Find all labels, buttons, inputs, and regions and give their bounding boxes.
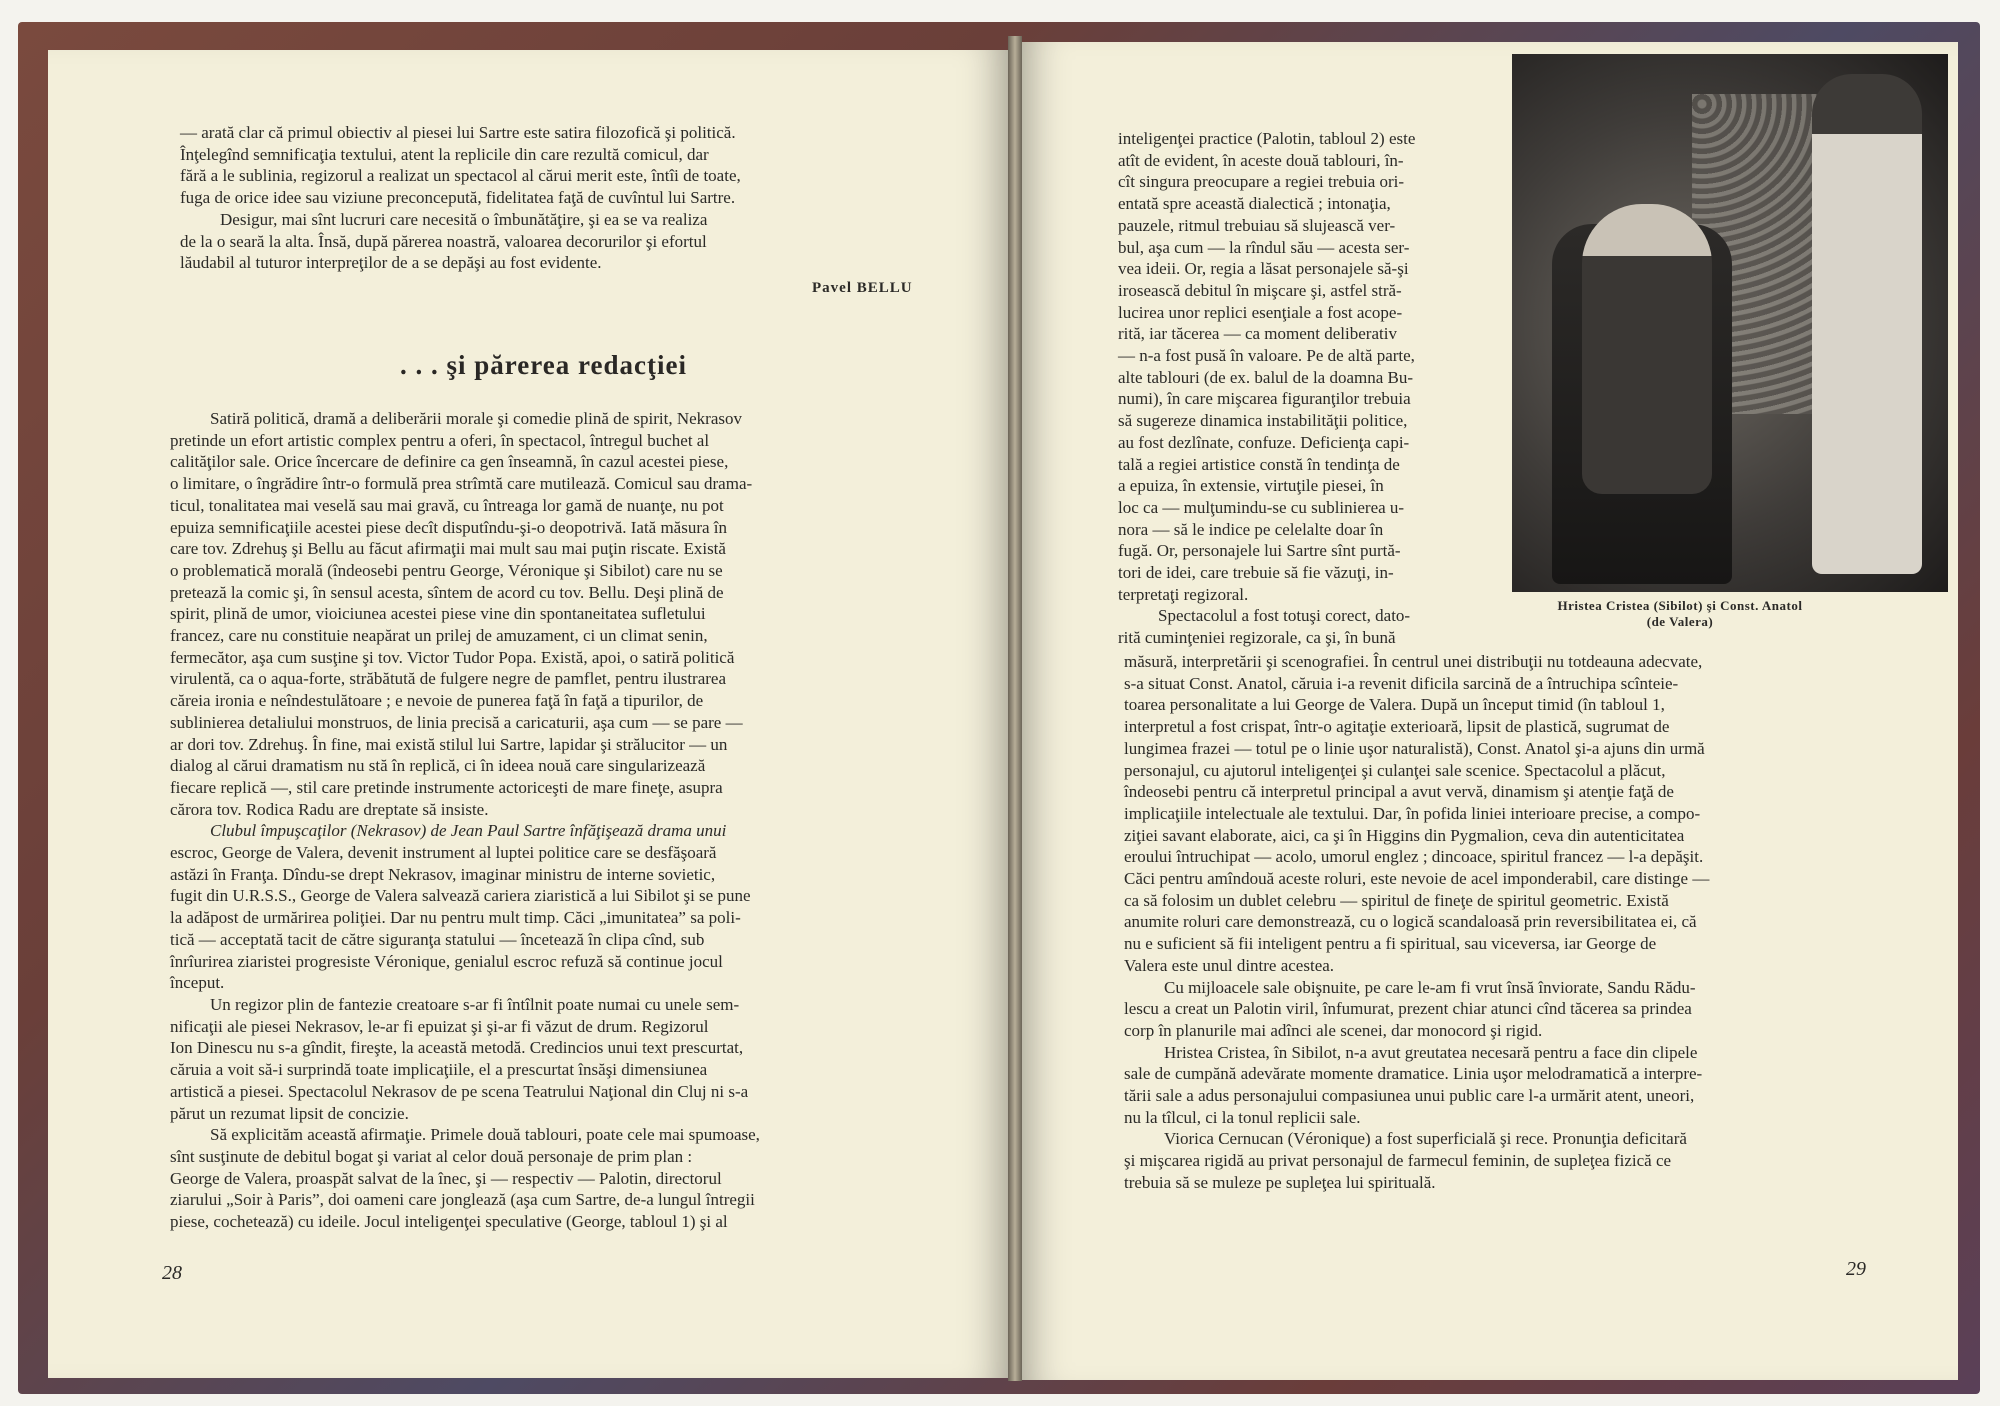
- text-line: fuga de orice idee sau viziune preconcepută, fidelitatea faţă de cuvîntul lui Sartre.: [180, 188, 736, 208]
- photo-standing-actor: [1812, 74, 1922, 574]
- text-line: fiecare replică —, stil care pretinde instrumente actoriceşti de mare fineţe, asupra: [170, 777, 723, 797]
- text-line: rită cuminţeniei regizorale, ca şi, în bună: [1118, 628, 1396, 648]
- text-line: Să explicităm această afirmaţie. Primele două tablouri, poate cele mai spumoase,: [210, 1125, 760, 1145]
- text-line: — n-a fost pusă în valoare. Pe de altă parte,: [1118, 346, 1415, 366]
- text-line: Spectacolul a fost totuşi corect, dato-: [1158, 606, 1411, 626]
- text-line: artistică a piesei. Spectacolul Nekrasov de pe scena Teatrului Naţional din Cluj ni s-a: [170, 1081, 749, 1101]
- text-line: pretinde un efort artistic complex pentru a oferi, în spectacol, întregul buchet al: [170, 430, 710, 450]
- text-line: îndeosebi pentru că interpretul principal a avut vervă, dinamism şi atenţie faţă de: [1124, 782, 1674, 802]
- text-line: Valera este unul dintre acestea.: [1124, 955, 1335, 975]
- text-line: inteligenţei practice (Palotin, tabloul 2) este: [1118, 129, 1416, 148]
- left-top-paragraph: [180, 122, 920, 274]
- text-line: vea ideii. Or, regia a lăsat personajele să-şi: [1118, 259, 1409, 279]
- text-line: Ion Dinescu nu s-a gîndit, fireşte, la această metodă. Credincios unui text prescurtat,: [170, 1038, 744, 1058]
- text-line: o limitare, o îngrădire într-o formulă prea strîmtă care mutilează. Comicul sau drama-: [170, 474, 753, 494]
- text-line: cît singura preocupare a regiei trebuia ori-: [1118, 172, 1405, 192]
- text-line: să sugereze dinamica instabilităţii politice,: [1118, 411, 1408, 431]
- text-line: lăudabil al tuturor interpreţilor de a se depăşi au fost evidente.: [180, 253, 602, 273]
- text-line: Căci pentru amîndouă aceste roluri, este nevoie de acel imponderabil, care distinge —: [1124, 869, 1710, 889]
- text-line: s-a situat Const. Anatol, căruia i-a revenit dificila sarcină de a întruchipa scînteie-: [1124, 673, 1679, 693]
- section-heading: . . . şi părerea redacţiei: [400, 350, 687, 380]
- text-line: implicaţiile intelectuale ale textului. Dar, în pofida liniei interioare precise, a compo-: [1124, 803, 1701, 823]
- text-line: loc ca — mulţumindu-se cu sublinierea u-: [1118, 497, 1405, 517]
- text-line: început.: [170, 973, 225, 993]
- text-line: dialog al cărui dramatism nu stă în replică, ci în ideea nouă care singularizează: [170, 756, 706, 776]
- text-line: pretează la comic şi, în sensul acesta, sîntem de acord cu tov. Bellu. Deşi plină de: [170, 582, 724, 602]
- caption-line: Hristea Cristea (Sibilot) şi Const. Anatol: [1557, 598, 1803, 613]
- text-line: lungimea frazei — totul pe o linie uşor naturalistă), Const. Anatol şi-a ajuns din urmă: [1124, 738, 1705, 758]
- text-line: o problematică morală (îndeosebi pentru George, Véronique şi Sibilot) care nu se: [170, 560, 723, 580]
- text-line: Cu mijloacele sale obişnuite, pe care le-am fi vrut însă înviorate, Sandu Rădu-: [1164, 977, 1696, 997]
- text-line: Înţelegînd semnificaţia textului, atent la replicile din care rezultă comicul, dar: [180, 144, 709, 164]
- photo-caption: [1520, 598, 1840, 630]
- text-line: nora — să le indice pe celelalte doar în: [1118, 519, 1384, 539]
- text-line: au fost dezlînate, confuze. Deficienţa capi-: [1118, 432, 1410, 452]
- text-line: părut un rezumat lipsit de concizie.: [170, 1103, 409, 1123]
- text-line: epuiza semnificaţiile acestei piese decît disputîndu-şi-o deopotrivă. Iată măsura în: [170, 517, 728, 537]
- text-line: înrîurirea ziaristei progresiste Véronique, genialul escroc refuză să continue jocul: [170, 951, 723, 971]
- text-line: fugă. Or, personajele lui Sartre sînt purtă-: [1118, 541, 1401, 561]
- text-line: nificaţii ale piesei Nekrasov, le-ar fi epuizat şi şi-ar fi văzut de drum. Regizorul: [170, 1016, 709, 1036]
- text-line: care tov. Zdrehuş şi Bellu au făcut afirmaţii mai mult sau mai puţin riscate. Există: [170, 539, 726, 559]
- text-line: bul, aşa cum — la rîndul său — acesta ser-: [1118, 237, 1410, 257]
- text-line: numi), în care mişcarea figuranţilor trebuia: [1118, 389, 1411, 409]
- text-line: calităţilor sale. Orice încercare de definire ca gen înseamnă, în cazul acestei piese,: [170, 452, 729, 472]
- text-line: căruia a voit să-i surprindă toate implicaţiile, el a prescurtat însăşi dimensiunea: [170, 1060, 708, 1080]
- caption-line: (de Valera): [1646, 614, 1714, 629]
- text-line: trebuia să se muleze pe supleţea lui spirituală.: [1124, 1172, 1436, 1192]
- text-line: sale de cumpănă adevărate momente dramatice. Linia uşor melodramatică a interpre-: [1124, 1064, 1703, 1084]
- text-line: atît de evident, în aceste două tablouri, în-: [1118, 150, 1404, 170]
- text-line: tori de idei, care trebuie să fie văzuţi, in-: [1118, 563, 1394, 583]
- text-line: Un regizor plin de fantezie creatoare s-ar fi întîlnit poate numai cu unele sem-: [210, 994, 740, 1014]
- text-line: Hristea Cristea, în Sibilot, n-a avut greutatea necesară pentru a face din clipele: [1164, 1042, 1698, 1062]
- text-line: ar dori tov. Zdrehuş. În fine, mai există stilul lui Sartre, lapidar şi strălucitor — un: [170, 734, 728, 754]
- production-photo: [1512, 54, 1948, 592]
- left-body: [170, 408, 912, 1233]
- text-line: alte tablouri (de ex. balul de la doamna Bu-: [1118, 367, 1414, 387]
- text-line: Satiră politică, dramă a deliberării morale şi comedie plină de spirit, Nekrasov: [210, 409, 743, 428]
- text-line: lescu a creat un Palotin viril, înfumurat, prezent chiar atunci cînd tăcerea sa prindea: [1124, 999, 1692, 1019]
- text-line: — arată clar că primul obiectiv al piesei lui Sartre este satira filozofică şi politică.: [180, 123, 736, 142]
- text-line: interpretul a fost crispat, într-o agitaţie exterioară, lipsit de plastică, sugrumat de: [1124, 717, 1670, 737]
- text-line: entată spre această dialectică ; intonaţia,: [1118, 194, 1391, 214]
- text-line: rită, iar tăcerea — ca moment deliberativ: [1118, 324, 1397, 344]
- text-line: fugit din U.R.S.S., George de Valera salvează cariera ziaristică a lui Sibilot şi se pune: [170, 886, 751, 906]
- text-line: la adăpost de urmărirea poliţiei. Dar nu pentru mult timp. Căci „imunitatea” sa poli-: [170, 908, 741, 928]
- text-line: escroc, George de Valera, devenit instrument al luptei politice care se desfăşoară: [170, 843, 717, 863]
- text-line: şi mişcarea rigidă au privat personajul de farmecul feminin, de supleţea fizică ce: [1124, 1151, 1672, 1171]
- text-line: Desigur, mai sînt lucruri care necesită o îmbunătăţire, şi ea se va realiza: [220, 209, 708, 229]
- text-line: virulentă, ca o aqua-forte, străbătută de fulgere negre de pamflet, pentru ilustrarea: [170, 669, 727, 689]
- text-line: anumite roluri care demonstrează, cu o logică scandaloasă prin reversibilitatea ei, că: [1124, 912, 1697, 932]
- text-line: lucirea unor replici esenţiale a fost acope-: [1118, 302, 1403, 322]
- text-line: francez, care nu constituie neapărat un prilej de amuzament, ci un climat senin,: [170, 626, 708, 646]
- page-number-left: 28: [162, 1262, 182, 1284]
- author-signature: Pavel BELLU: [812, 280, 913, 296]
- text-line: sublinierea detaliului monstruos, de linia precisă a caricaturii, aşa cum — se pare —: [170, 712, 743, 732]
- text-line: corp în planurile mai adînci ale scenei, dar monocord şi rigid.: [1124, 1020, 1543, 1040]
- text-line: personajul, cu ajutorul inteligenţei şi culanţei sale scenice. Spectacolul a plăcut,: [1124, 760, 1666, 780]
- text-line: pauzele, ritmul trebuiau să slujească ver-: [1118, 215, 1396, 235]
- text-line: ziarului „Soir à Paris”, doi oameni care jonglează (aşa cum Sartre, de-a lungul întregii: [170, 1190, 755, 1210]
- text-line: toarea personalitate a lui George de Valera. După un început timid (în tabloul 1,: [1124, 695, 1665, 715]
- right-full-text: [1124, 651, 1826, 1194]
- text-line: ticul, tonalitatea mai veselă sau mai gravă, cu întreaga lor gamă de nuanţe, nu pot: [170, 495, 724, 515]
- text-line: nu la tîlcul, ci la tonul replicii sale.: [1124, 1107, 1361, 1127]
- text-line: ziţiei savant elaborate, aici, ca şi în Higgins din Pygmalion, ceva din autenticitatea: [1124, 825, 1685, 845]
- text-line: a epuiza, în extensie, virtuţile piesei, în: [1118, 476, 1384, 496]
- text-line: fără a le sublinia, regizorul a realizat un spectacol al cărui merit este, întîi de toate,: [180, 166, 741, 186]
- book-gutter: [1008, 36, 1022, 1381]
- text-line: spirit, plină de umor, vioiciunea acestei piese vine din spontaneitatea sufletului: [170, 604, 706, 624]
- text-line: fermecător, aşa cum susţine şi tov. Victor Tudor Popa. Există, apoi, o satiră politică: [170, 647, 735, 667]
- text-line: cărora tov. Rodica Radu are dreptate să insiste.: [170, 799, 489, 819]
- text-line: căreia ironia e neîndestulătoare ; e nevoie de punerea faţă în faţă a tipurilor, de: [170, 691, 704, 711]
- text-line: tală a regiei artistice constă în tendinţa de: [1118, 454, 1400, 474]
- text-line: irosească debitul în mişcare şi, astfel stră-: [1118, 280, 1402, 300]
- text-line: tării sale a adus personajului compasiunea unui public care l-a urmărit atent, uneori,: [1124, 1086, 1695, 1106]
- text-line: terpretaţi regizoral.: [1118, 584, 1249, 604]
- text-line: Viorica Cernucan (Véronique) a fost superficială şi rece. Pronunţia deficitară: [1164, 1129, 1687, 1149]
- text-line: George de Valera, proaspăt salvat de la înec, şi — respectiv — Palotin, directorul: [170, 1168, 722, 1188]
- right-column-text: [1118, 128, 1486, 649]
- text-line: măsură, interpretării şi scenografiei. În centrul unei distribuţii nu totdeauna adecvate,: [1124, 652, 1703, 671]
- text-line: tică — acceptată tacit de către siguranţa statului — încetează în clipa cînd, sub: [170, 929, 705, 949]
- text-line: eroului întruchipat — acolo, umorul englez ; dincoace, spiritul francez — l-a depăşit.: [1124, 847, 1704, 867]
- page-number-right: 29: [1846, 1258, 1866, 1280]
- text-line: piese, cochetează) cu ideile. Jocul inteligenţei speculative (George, tabloul 1) şi al: [170, 1212, 728, 1232]
- text-line: astăzi în Franţa. Dîndu-se drept Nekrasov, imaginar ministru de interne sovietic,: [170, 864, 716, 884]
- text-line: de la o seară la alta. Însă, după părerea noastră, valoarea decorurilor şi efortul: [180, 231, 707, 251]
- text-line: Clubul împuşcaţilor (Nekrasov) de Jean Paul Sartre înfăţişează drama unui: [210, 821, 727, 841]
- text-line: ca să folosim un dublet celebru — spiritul de fineţe de spiritul geometric. Există: [1124, 890, 1669, 910]
- text-line: nu e suficient să fii inteligent pentru a fi spiritual, sau viceversa, iar George de: [1124, 934, 1657, 954]
- photo-seated-actor: [1582, 204, 1712, 494]
- text-line: sînt susţinute de debitul bogat şi variat al celor două personaje de prim plan :: [170, 1146, 693, 1166]
